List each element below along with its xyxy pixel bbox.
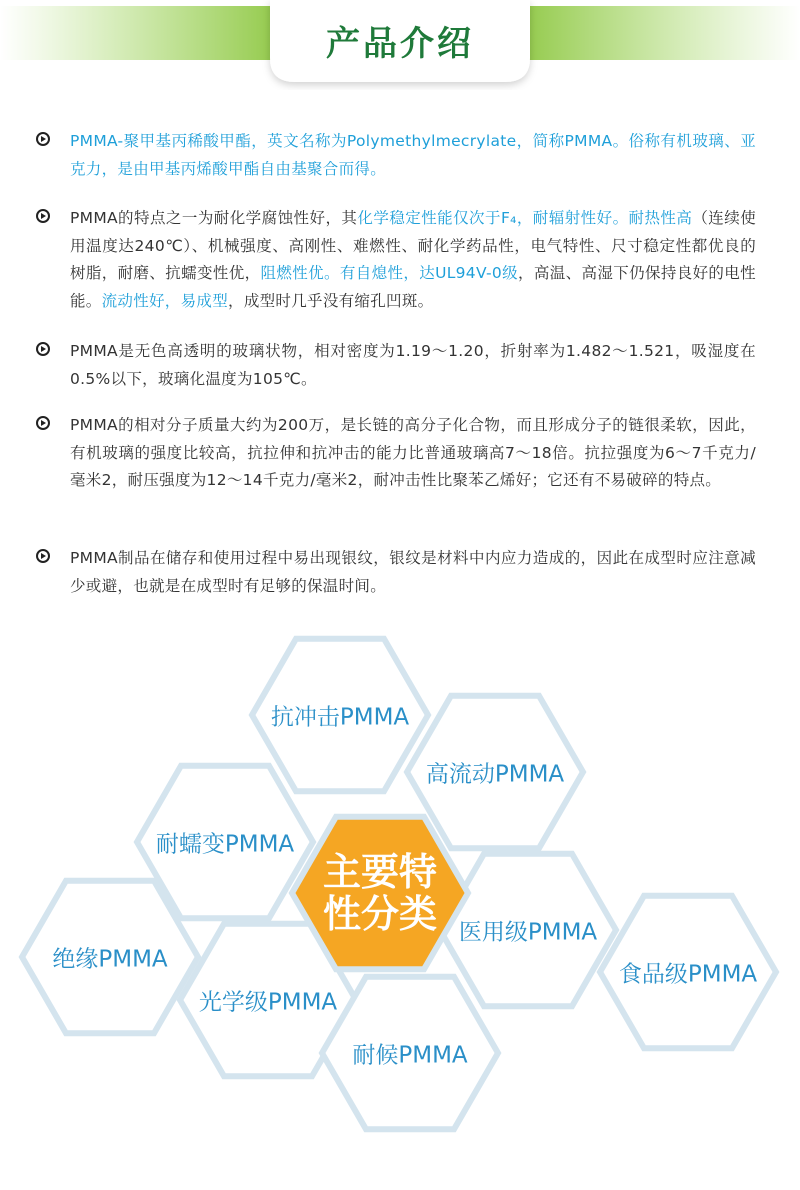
intro-paragraph-3 bbox=[36, 338, 756, 393]
paragraph-text bbox=[70, 128, 756, 183]
paragraph-text bbox=[70, 412, 756, 495]
category-label: 耐候PMMA bbox=[352, 1042, 468, 1069]
header-banner bbox=[0, 0, 800, 90]
body-text: PMMA的特点之一为耐化学腐蚀性好，其 bbox=[70, 209, 358, 227]
intro-paragraph-1 bbox=[36, 128, 756, 183]
paragraph-text bbox=[70, 545, 756, 600]
body-text: PMMA的相对分子质量大约为200万，是长链的高分子化合物，而且形成分子的链很柔软，因此，有机玻璃的强度比较高，抗拉伸和抗冲击的能力比普通玻璃高7～18倍。抗拉强度为6～7千克力/毫米2，耐压强度为12～14千克力/毫米2，耐冲击性比聚苯乙烯好；它还有不易破碎的特点。 bbox=[70, 416, 756, 489]
paragraph-text bbox=[70, 338, 756, 393]
body-text: ，成型时几乎没有缩孔凹斑。 bbox=[228, 291, 434, 310]
feature-hexagon-diagram bbox=[0, 610, 800, 1190]
paragraph-text bbox=[70, 205, 756, 315]
body-text: ，高温、高湿下仍保持良好的电性能。 bbox=[70, 264, 756, 310]
center-label-line: 主要特 bbox=[322, 850, 437, 894]
play-bullet-icon bbox=[36, 132, 50, 146]
category-label: 食品级PMMA bbox=[618, 961, 758, 988]
play-bullet-icon bbox=[36, 416, 50, 430]
category-label: 光学级PMMA bbox=[198, 989, 338, 1016]
play-bullet-icon bbox=[36, 549, 50, 563]
category-label: 抗冲击PMMA bbox=[270, 704, 410, 731]
category-label: 耐蠕变PMMA bbox=[155, 831, 295, 858]
body-text: （连续使用温度达240℃）、机械强度、高刚性、难燃性、耐化学药品性，电气特性、尺寸稳定性都优良的树脂，耐磨、抗蠕变性优， bbox=[70, 209, 757, 282]
center-label-line: 性分类 bbox=[322, 892, 437, 936]
highlight-text: 化学稳定性能仅次于F₄，耐辐射性好。耐热性高 bbox=[357, 209, 693, 227]
highlight-text: 阻燃性优。有自熄性，达UL94V-0级 bbox=[260, 264, 518, 282]
category-label: 医用级PMMA bbox=[458, 919, 598, 946]
body-text: PMMA制品在储存和使用过程中易出现银纹，银纹是材料中内应力造成的，因此在成型时应注意减少或避，也就是在成型时有足够的保温时间。 bbox=[70, 549, 756, 595]
page-title: 产品介绍 bbox=[326, 24, 474, 64]
highlight-text: PMMA-聚甲基丙稀酸甲酯，英文名称为Polymethylmecrylate，简称PMMA。俗称有机玻璃、亚克力，是由甲基丙烯酸甲酯自由基聚合而得。 bbox=[70, 132, 756, 178]
play-bullet-icon bbox=[36, 209, 50, 223]
center-label bbox=[310, 851, 450, 935]
category-label: 绝缘PMMA bbox=[52, 946, 168, 973]
intro-paragraph-4 bbox=[36, 412, 756, 495]
body-text: PMMA是无色高透明的玻璃状物，相对密度为1.19～1.20，折射率为1.482～1.521，吸湿度在0.5%以下，玻璃化温度为105℃。 bbox=[70, 342, 756, 388]
play-bullet-icon bbox=[36, 342, 50, 356]
category-label: 高流动PMMA bbox=[425, 761, 565, 788]
intro-paragraph-2 bbox=[36, 205, 756, 315]
intro-paragraph-5 bbox=[36, 545, 756, 600]
highlight-text: 流动性好，易成型 bbox=[101, 291, 229, 310]
